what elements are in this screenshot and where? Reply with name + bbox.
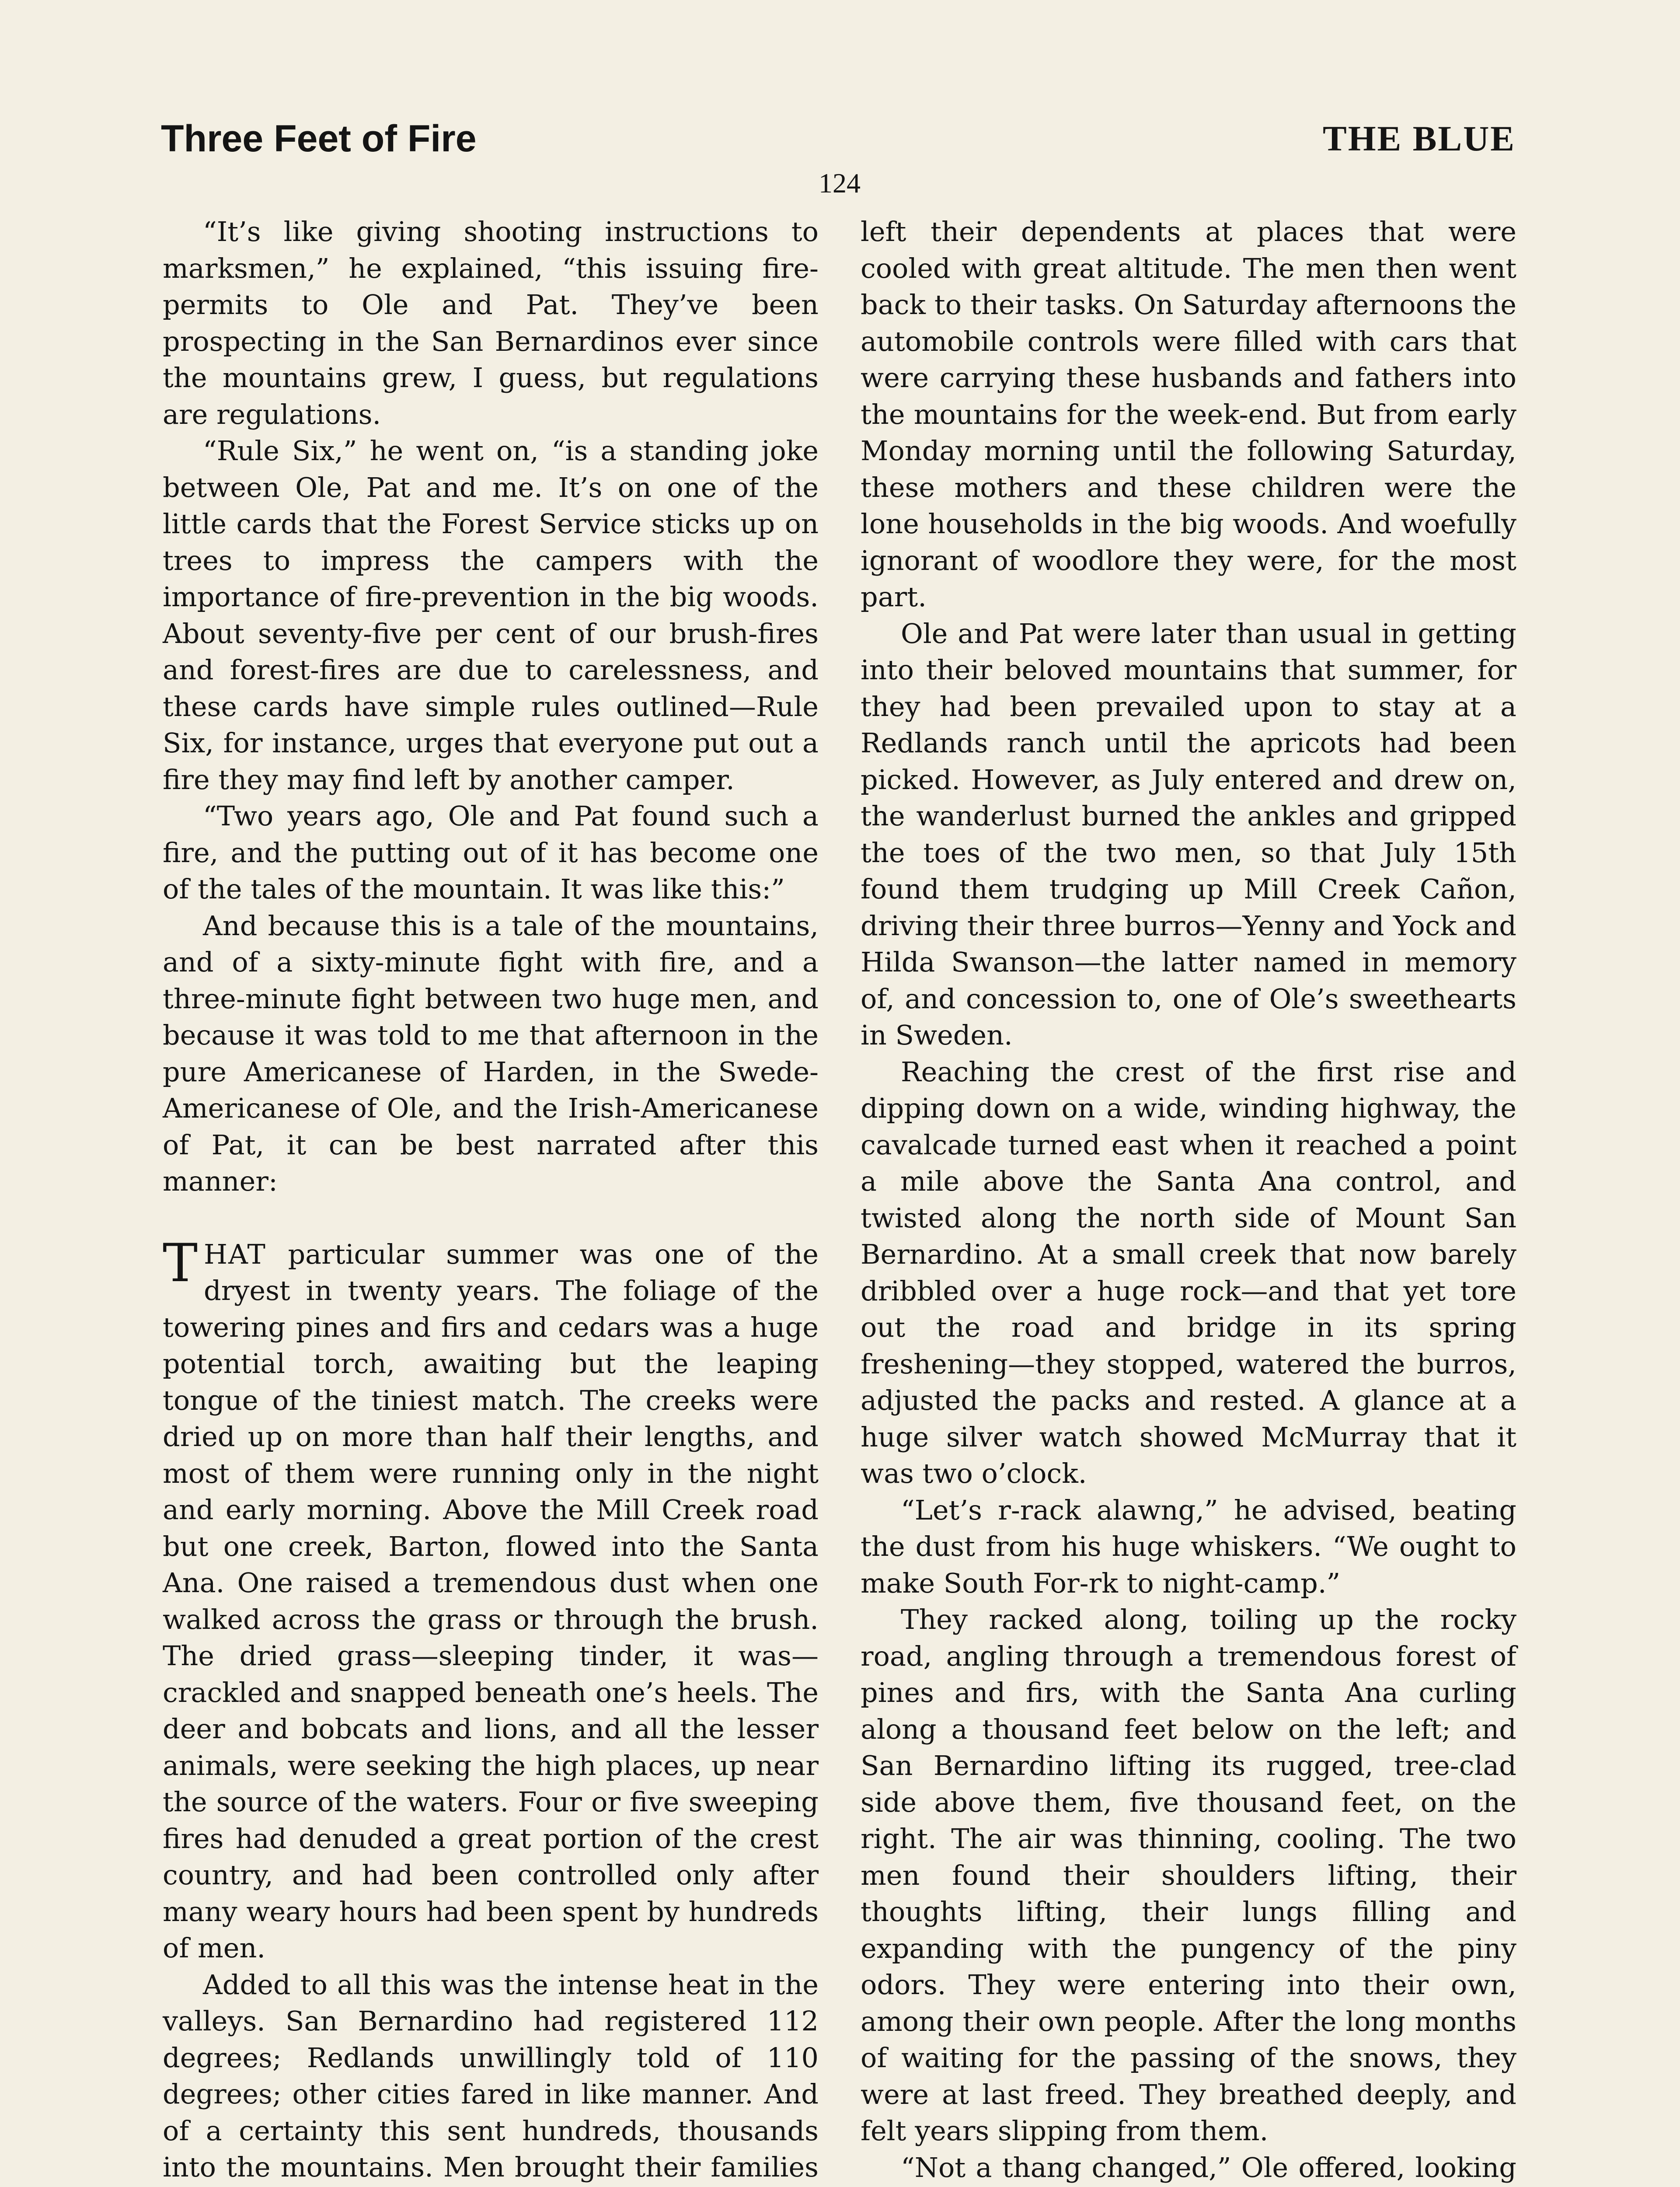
paragraph: Added to all this was the intense heat in the valleys. San Bernardino had registered 112 degrees; Redlands unwillingly told of 110 degrees; other cities fared in like manner. And of a certainty this sent hundreds, thousands into the mountains. Men brought their families xyxy=(163,1968,819,2183)
paragraph: Reaching the crest of the first rise and dipping down on a wide, winding highway, the cavalcade turned east when it reached a point a mile above the Santa Ana control, and twisted along the north side of Mount San Bernardino. At a small creek that now barely dribbled over a huge rock—and that yet tore out the road and bridge in its spring freshening—they stopped, watered the burros, adjusted the packs and rested. A glance at a huge silver watch showed McMurray that it was two o’clock. xyxy=(861,1055,1516,1489)
paragraph: “Let’s r-rack alawng,” he advised, beating the dust from his huge whiskers. “We ought to make South For-rk to night-camp.” xyxy=(861,1494,1516,1599)
paragraph: “Rule Six,” he went on, “is a standing joke between Ole, Pat and me. It’s on one of the little cards that the Forest Service sticks up on trees to impress the campers with the importance of fire-prevention in the big woods. About seventy-five per cent of our brush-fires and forest-fires are due to carelessness, and these cards have simple rules outlined—Rule Six, for instance, urges that everyone put out a fire they may find left by another camper. xyxy=(163,435,819,796)
left-column xyxy=(163,213,819,2187)
paragraph: They racked along, toiling up the rocky road, angling through a tremendous forest of pines and firs, with the Santa Ana curling along a thousand feet below on the left; and San Bernardino lifting its rugged, tree-clad side above them, five thousand feet, on the right. The air was thinning, cooling. The two men found their shoulders lifting, their thoughts lifting, their lungs filling and expanding with the pungency of the piny odors. They were entering into their own, among their own people. After the long months of waiting for the passing of the snows, they were at last freed. They breathed deeply, and felt years slipping from them. xyxy=(861,1604,1516,2147)
paragraph: And because this is a tale of the mountains, and of a sixty-minute fight with fire, and a three-minute fight between two huge men, and because it was told to me that afternoon in the pure Americanese of Harden, in the Swede-Americanese of Ole, and the Irish-Americanese of Pat, it can be best narrated after this manner: xyxy=(163,909,819,1197)
right-column xyxy=(861,213,1516,2187)
paragraph: left their dependents at places that were cooled with great altitude. The men then went back to their tasks. On Saturday afternoons the automobile controls were filled with cars that were carrying these husbands and fathers into the mountains for the week-end. But from early Monday morning until the following Saturday, these mothers and these children were the lone households in the big woods. And woefully ignorant of woodlore they were, for the most part. xyxy=(861,216,1516,613)
paragraph: “It’s like giving shooting instructions to marksmen,” he explained, “this issuing fire-permits to Ole and Pat. They’ve been prospecting in the San Bernardinos ever since the mountains grew, I guess, but regulations are regulations. xyxy=(163,216,819,430)
paragraph: Ole and Pat were later than usual in getting into their beloved mountains that summer, for they had been prevailed upon to stay at a Redlands ranch until the apricots had been picked. However, as July entered and drew on, the wanderlust burned the ankles and gripped the toes of the two men, so that July 15th found them trudging up Mill Creek Cañon, driving their three burros—Yenny and Yock and Hilda Swanson—the latter named in memory of, and concession to, one of Ole’s sweethearts in Sweden. xyxy=(861,617,1516,1051)
paragraph-text: particular summer was one of the dryest in twenty years. The foliage of the towering pines and firs and cedars was a huge potential torch, awaiting but the leaping tongue of the tiniest match. The creeks were dried up on more than half their lengths, and most of them were running only in the night and early morning. Above the Mill Creek road but one creek, Barton, flowed into the Santa Ana. One raised a tremendous dust when one walked across the grass or through the brush. The dried grass—sleeping tinder, it was—crackled and snapped beneath one’s heels. The deer and bobcats and lions, and all the lesser animals, were seeking the high places, up near the source of the waters. Four or five sweeping fires had denuded a great portion of the crest country, and had been controlled only after many weary hours had been spent by hundreds of men. xyxy=(163,1238,819,1964)
story-title: Three Feet of Fire xyxy=(161,118,477,160)
paragraph: “Not a thang changed,” Ole offered, looking xyxy=(901,2151,1516,2184)
page-number: 124 xyxy=(819,168,861,199)
magazine-name: THE BLUE xyxy=(1323,119,1516,158)
section-opening-paragraph xyxy=(163,1233,819,1967)
paragraph: “Two years ago, Ole and Pat found such a fire, and the putting out of it has become one of the tales of the mountain. It was like this:” xyxy=(163,800,819,905)
opening-word: HAT xyxy=(204,1238,266,1270)
drop-cap: T xyxy=(163,1233,198,1294)
